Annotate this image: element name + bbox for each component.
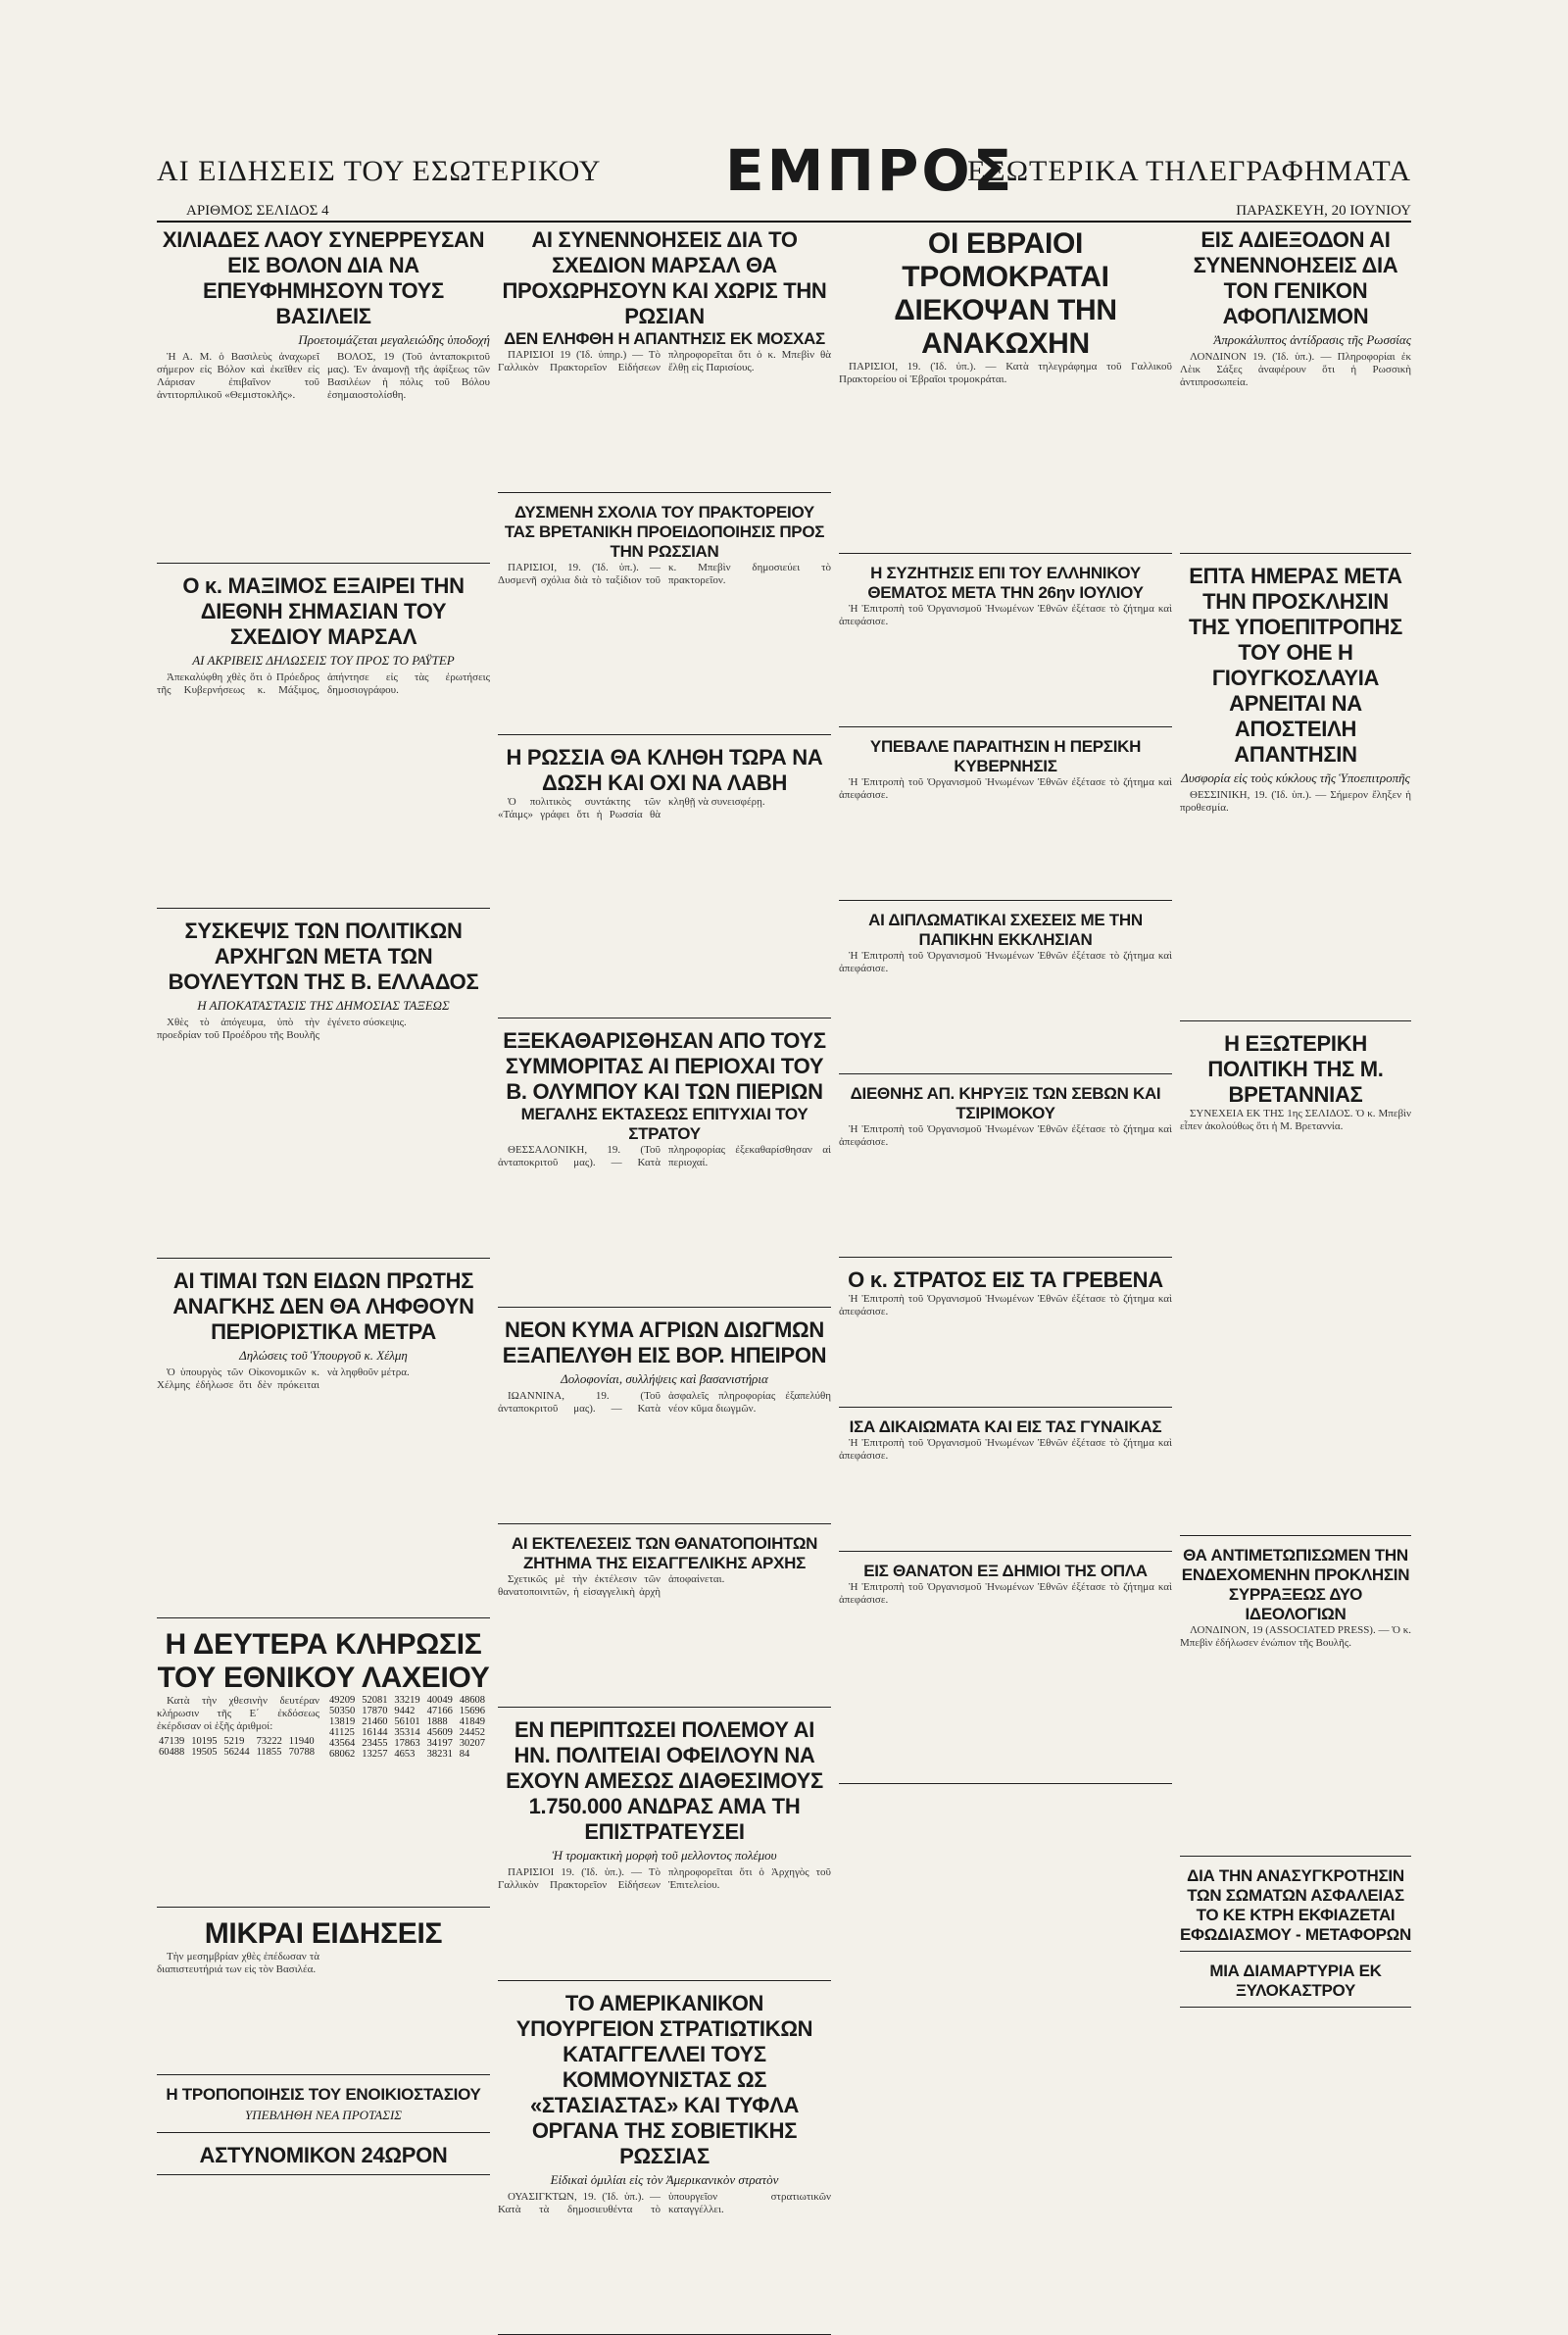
- lottery-number: 16144: [362, 1727, 388, 1738]
- section-title-left: ΑΙ ΕΙΔΗΣΕΙΣ ΤΟΥ ΕΣΩΤΕΡΙΚΟΥ: [157, 155, 602, 187]
- headline: ΘΑ ΑΝΤΙΜΕΤΩΠΙΣΩΜΕΝ ΤΗΝ ΕΝΔΕΧΟΜΕΝΗΝ ΠΡΟΚΛΗΣΙΝ ΣΥΡΡΑΞΕΩΣ ΔΥΟ ΙΔΕΟΛΟΓΙΩΝ: [1181, 1546, 1410, 1623]
- article-british-warning: [498, 499, 831, 735]
- lottery-number: 70788: [288, 1747, 315, 1758]
- lottery-number: 73222: [256, 1736, 282, 1747]
- lottery-number: 38231: [426, 1749, 453, 1760]
- body-text: Ἡ Ἐπιτροπὴ τοῦ Ὀργανισμοῦ Ἡνωμένων Ἐθνῶν ἐξέτασε τὸ ζήτημα καὶ ἀπεφάσισε.: [839, 603, 1172, 627]
- article-lottery: [157, 1624, 490, 1908]
- headline: Η ΕΞΩΤΕΡΙΚΗ ΠΟΛΙΤΙΚΗ ΤΗΣ Μ. ΒΡΕΤΑΝΝΙΑΣ: [1207, 1031, 1384, 1107]
- lottery-row: [327, 1727, 490, 1738]
- body-text: Χθὲς τὸ ἀπόγευμα, ὑπὸ τὴν προεδρίαν τοῦ Προέδρου τῆς Βουλῆς ἐγένετο σύσκεψις.: [157, 1017, 407, 1041]
- lottery-number: 9442: [394, 1706, 416, 1716]
- article-prices: [157, 1265, 490, 1618]
- body-text: Ὁ ὑπουργὸς τῶν Οἰκονομικῶν κ. Χέλμης ἐδήλωσε ὅτι δὲν πρόκειται νὰ ληφθοῦν μέτρα.: [157, 1366, 410, 1391]
- subheadline: Δηλώσεις τοῦ Ὑπουργοῦ κ. Χέλμη: [239, 1348, 408, 1363]
- article-russia: [498, 741, 831, 1018]
- body-text: Ἡ Ἐπιτροπὴ τοῦ Ὀργανισμοῦ Ἡνωμένων Ἐθνῶν ἐξέτασε τὸ ζήτημα καὶ ἀπεφάσισε.: [839, 1123, 1172, 1148]
- lottery-number: 15696: [459, 1706, 485, 1716]
- subheadline: Ἀπροκάλυπτος ἀντίδρασις τῆς Ρωσσίας: [1213, 332, 1411, 347]
- body-text: Κατὰ τὴν χθεσινὴν δευτέραν κλήρωσιν τῆς Ε΄ ἐκδόσεως ἐκέρδισαν οἱ ἑξῆς ἀριθμοί:: [157, 1695, 319, 1732]
- body-text: Ἡ Ἐπιτροπὴ τοῦ Ὀργανισμοῦ Ἡνωμένων Ἐθνῶν ἐξέτασε τὸ ζήτημα καὶ ἀπεφάσισε.: [839, 950, 1172, 974]
- article-short-news: [157, 1913, 490, 2075]
- body-text: Σχετικῶς μὲ τὴν ἐκτέλεσιν τῶν θανατοποινιτῶν, ἡ εἰσαγγελικὴ ἀρχὴ ἀποφαίνεται.: [498, 1573, 725, 1598]
- article-us-army: [498, 1987, 831, 2335]
- lottery-number: 50350: [329, 1706, 356, 1716]
- body-text: Ἀπεκαλύφθη χθὲς ὅτι ὁ Πρόεδρος τῆς Κυβερνήσεως κ. Μάξιμος, ἀπήντησε εἰς τὰς ἐρωτήσεις δημοσιογράφου.: [157, 671, 490, 696]
- headline: ΥΠΕΒΑΛΕ ΠΑΡΑΙΤΗΣΙΝ Η ΠΕΡΣΙΚΗ ΚΥΒΕΡΝΗΣΙΣ: [869, 737, 1142, 775]
- headline: ΑΙ ΔΙΠΛΩΜΑΤΙΚΑΙ ΣΧΕΣΕΙΣ ΜΕ ΤΗΝ ΠΑΠΙΚΗΝ ΕΚΚΛΗΣΙΑΝ: [868, 911, 1143, 949]
- column-4: [1180, 224, 1411, 2204]
- lottery-number: 41125: [329, 1727, 355, 1738]
- headline: ΕΝ ΠΕΡΙΠΤΩΣΕΙ ΠΟΛΕΜΟΥ ΑΙ ΗΝ. ΠΟΛΙΤΕΙΑΙ ΟΦΕΙΛΟΥΝ ΝΑ ΕΧΟΥΝ ΑΜΕΣΩΣ ΔΙΑΘΕΣΙΜΟΥΣ 1.750.000 ΑΝΔΡΑΣ ΑΜΑ ΤΗ ΕΠΙΣΤΡΑΤΕΥΣΕΙ: [506, 1717, 823, 1844]
- lottery-number: 30207: [459, 1738, 485, 1749]
- lottery-number: 60488: [159, 1747, 185, 1758]
- lottery-number: 11940: [288, 1736, 315, 1747]
- subheadline: Προετοιμάζεται μεγαλειώδης ὑποδοχή: [298, 332, 490, 347]
- lottery-row: [327, 1749, 490, 1760]
- article-britain-policy: [1180, 1027, 1411, 1536]
- article-jewish-terrorists: [839, 224, 1172, 554]
- subheadline: Η ΑΠΟΚΑΤΑΣΤΑΣΙΣ ΤΗΣ ΔΗΜΟΣΙΑΣ ΤΑΞΕΩΣ: [197, 998, 450, 1013]
- headline: ΔΙΑ ΤΗΝ ΑΝΑΣΥΓΚΡΟΤΗΣΙΝ ΤΩΝ ΣΩΜΑΤΩΝ ΑΣΦΑΛΕΙΑΣ: [1187, 1866, 1404, 1905]
- page-number: ΑΡΙΘΜΟΣ ΣΕΛΙΔΟΣ 4: [186, 203, 329, 219]
- lottery-number: 10195: [191, 1736, 218, 1747]
- lottery-number: 1888: [426, 1716, 448, 1727]
- lottery-number: 23455: [362, 1738, 388, 1749]
- headline: ΕΙΣ ΑΔΙΕΞΟΔΟΝ ΑΙ ΣΥΝΕΝΝΟΗΣΕΙΣ ΔΙΑ ΤΟΝ ΓΕΝΙΚΟΝ ΑΦΟΠΛΙΣΜΟΝ: [1193, 227, 1398, 328]
- article-yugoslavia: [1180, 560, 1411, 1021]
- column-1: [157, 224, 490, 2204]
- article-disarmament: [1180, 224, 1411, 554]
- body-text: Ἡ Ἐπιτροπὴ τοῦ Ὀργανισμοῦ Ἡνωμένων Ἐθνῶν ἐξέτασε τὸ ζήτημα καὶ ἀπεφάσισε.: [839, 1293, 1172, 1317]
- article-usa-war: [498, 1714, 831, 1981]
- lottery-number: 13257: [362, 1749, 388, 1760]
- article-volos: [157, 224, 490, 564]
- article-ideologies: [1180, 1542, 1411, 1857]
- lottery-row: [157, 1747, 319, 1758]
- lottery-number: 56244: [223, 1747, 250, 1758]
- article-security-forces: [1180, 1863, 1411, 1952]
- headline: Ο κ. ΜΑΞΙΜΟΣ ΕΞΑΙΡΕΙ ΤΗΝ ΔΙΕΘΝΗ ΣΗΜΑΣΙΑΝ ΤΟΥ ΣΧΕΔΙΟΥ ΜΑΡΣΑΛ: [182, 573, 465, 649]
- section-title-right: ΕΞΩΤΕΡΙΚΑ ΤΗΛΕΓΡΑΦΗΜΑΤΑ: [967, 155, 1411, 187]
- article-unions: [839, 1080, 1172, 1258]
- article-persia: [839, 733, 1172, 901]
- article-marshall: [498, 224, 831, 493]
- lottery-number: 24452: [459, 1727, 485, 1738]
- lottery-number: 45609: [426, 1727, 453, 1738]
- lottery-row: [327, 1738, 490, 1749]
- article-xylokastro: [1180, 1958, 1411, 2008]
- subheadline: Ἡ τρομακτικὴ μορφὴ τοῦ μελλοντος πολέμου: [552, 1848, 777, 1863]
- masthead: [157, 137, 1411, 204]
- headline: Η ΔΕΥΤΕΡΑ ΚΛΗΡΩΣΙΣ ΤΟΥ ΕΘΝΙΚΟΥ ΛΑΧΕΙΟΥ: [157, 1628, 490, 1694]
- subheadline: ΑΙ ΑΚΡΙΒΕΙΣ ΔΗΛΩΣΕΙΣ ΤΟΥ ΠΡΟΣ ΤΟ ΡΑΫΤΕΡ: [192, 653, 455, 668]
- subheadline: ΔΕΝ ΕΛΗΦΘΗ Η ΑΠΑΝΤΗΣΙΣ ΕΚ ΜΟΣΧΑΣ: [504, 329, 825, 348]
- headline: ΟΙ ΕΒΡΑΙΟΙ ΤΡΟΜΟΚΡΑΤΑΙ ΔΙΕΚΟΨΑΝ ΤΗΝ ΑΝΑΚΩΧΗΝ: [894, 227, 1117, 360]
- lottery-number: 19505: [191, 1747, 218, 1758]
- newspaper-logo: ΕΜΠΡΟΣ: [725, 137, 1015, 204]
- lottery-number: 35314: [394, 1727, 420, 1738]
- headline: ΣΥΣΚΕΨΙΣ ΤΩΝ ΠΟΛΙΤΙΚΩΝ ΑΡΧΗΓΩΝ ΜΕΤΑ ΤΩΝ ΒΟΥΛΕΥΤΩΝ ΤΗΣ Β. ΕΛΛΑΔΟΣ: [168, 919, 479, 994]
- lottery-number: 68062: [329, 1749, 356, 1760]
- headline: ΑΙ ΣΥΝΕΝΝΟΗΣΕΙΣ ΔΙΑ ΤΟ ΣΧΕΔΙΟΝ ΜΑΡΣΑΛ ΘΑ ΠΡΟΧΩΡΗΣΟΥΝ ΚΑΙ ΧΩΡΙΣ ΤΗΝ ΡΩΣΙΑΝ: [502, 227, 827, 328]
- lottery-row: [327, 1706, 490, 1716]
- lottery-number: 40049: [426, 1695, 453, 1706]
- subheadline: Δολοφονίαι, συλλήψεις καὶ βασανιστήρια: [561, 1371, 768, 1386]
- body-text: ΠΑΡΙΣΙΟΙ, 19. (Ἰδ. ὑπ.). — Δυσμενῆ σχόλια διὰ τὸ ταξίδιον τοῦ κ. Μπεβὶν δημοσιεύει τὸ πρακτορεῖον.: [498, 562, 831, 586]
- lottery-number: 17863: [394, 1738, 420, 1749]
- headline: ΧΙΛΙΑΔΕΣ ΛΑΟΥ ΣΥΝΕΡΡΕΥΣΑΝ ΕΙΣ ΒΟΛΟΝ ΔΙΑ ΝΑ ΕΠΕΥΦΗΜΗΣΟΥΝ ΤΟΥΣ ΒΑΣΙΛΕΙΣ: [162, 227, 485, 328]
- column-3: [839, 224, 1172, 2204]
- headline: ΙΣΑ ΔΙΚΑΙΩΜΑΤΑ ΚΑΙ ΕΙΣ ΤΑΣ ΓΥΝΑΙΚΑΣ: [849, 1417, 1162, 1436]
- lottery-number: 49209: [329, 1695, 356, 1706]
- article-women: [839, 1414, 1172, 1552]
- subheadline: ΥΠΕΒΛΗΘΗ ΝΕΑ ΠΡΟΤΑΣΙΣ: [244, 2108, 403, 2122]
- lottery-number: 11855: [256, 1747, 282, 1758]
- article-maximos: [157, 570, 490, 909]
- lottery-row: [327, 1716, 490, 1727]
- article-greek-question: [839, 560, 1172, 727]
- subheadline: Δυσφορία εἰς τοὺς κύκλους τῆς Ὑποεπιτροπῆς: [1181, 770, 1410, 785]
- headline: Η ΡΩΣΣΙΑ ΘΑ ΚΛΗΘΗ ΤΩΡΑ ΝΑ ΔΩΣΗ ΚΑΙ ΟΧΙ ΝΑ ΛΑΒΗ: [506, 745, 823, 795]
- lottery-number: 41849: [459, 1716, 485, 1727]
- article-executions: [498, 1530, 831, 1708]
- body-text: ΠΑΡΙΣΙΟΙ, 19. (Ἰδ. ὑπ.). — Κατὰ τηλεγράφημα τοῦ Γαλλικοῦ Πρακτορείου οἱ Ἑβραῖοι τρομοκράται.: [839, 361, 1172, 385]
- article-olympus: [498, 1024, 831, 1308]
- headline: Ο κ. ΣΤΡΑΤΟΣ ΕΙΣ ΤΑ ΓΡΕΒΕΝΑ: [848, 1267, 1163, 1292]
- headline: ΕΠΤΑ ΗΜΕΡΑΣ ΜΕΤΑ ΤΗΝ ΠΡΟΣΚΛΗΣΙΝ ΤΗΣ ΥΠΟΕΠΙΤΡΟΠΗΣ ΤΟΥ ΟΗΕ Η ΓΙΟΥΓΚΟΣΛΑΥΙΑ ΑΡΝΕΙΤΑΙ ΝΑ ΑΠΟΣΤΕΙΛΗ ΑΠΑΝΤΗΣΙΝ: [1189, 564, 1402, 767]
- body-text: ΟΥΑΣΙΓΚΤΩΝ, 19. (Ἰδ. ὑπ.). — Κατὰ τὰ δημοσιευθέντα τὸ ὑπουργεῖον στρατιωτικῶν καταγγέλλει.: [498, 2191, 831, 2215]
- body-text: ΘΕΣΣΑΛΟΝΙΚΗ, 19. (Τοῦ ἀνταποκριτοῦ μας). — Κατὰ πληροφορίας ἐξεκαθαρίσθησαν αἱ περιοχαί.: [498, 1144, 831, 1168]
- headline: ΜΙΑ ΔΙΑΜΑΡΤΥΡΙΑ ΕΚ ΞΥΛΟΚΑΣΤΡΟΥ: [1209, 1962, 1382, 2000]
- lottery-number: 4653: [394, 1749, 416, 1760]
- body-text: Ἡ Ἐπιτροπὴ τοῦ Ὀργανισμοῦ Ἡνωμένων Ἐθνῶν ἐξέτασε τὸ ζήτημα καὶ ἀπεφάσισε.: [839, 776, 1172, 801]
- body-text: Ἡ Ἐπιτροπὴ τοῦ Ὀργανισμοῦ Ἡνωμένων Ἐθνῶν ἐξέτασε τὸ ζήτημα καὶ ἀπεφάσισε.: [839, 1437, 1172, 1462]
- lottery-row: [327, 1695, 490, 1706]
- headline: Η ΤΡΟΠΟΠΟΙΗΣΙΣ ΤΟΥ ΕΝΟΙΚΙΟΣΤΑΣΙΟΥ: [166, 2085, 481, 2104]
- lottery-number: 47139: [159, 1736, 185, 1747]
- body-text: ΛΟΝΔΙΝΟΝ, 19 (ASSOCIATED PRESS). — Ὁ κ. Μπεβὶν ἐδήλωσεν ἐνώπιον τῆς Βουλῆς.: [1180, 1624, 1411, 1649]
- headline: Η ΣΥΖΗΤΗΣΙΣ ΕΠΙ ΤΟΥ ΕΛΛΗΝΙΚΟΥ ΘΕΜΑΤΟΣ ΜΕΤΑ ΤΗΝ 26ην ΙΟΥΛΙΟΥ: [867, 564, 1144, 602]
- subheadline: Εἰδικαὶ ὁμιλίαι εἰς τὸν Ἀμερικανικὸν στρατὸν: [550, 2172, 779, 2187]
- body-text: ΠΑΡΙΣΙΟΙ 19. (Ἰδ. ὑπ.). — Τὸ Γαλλικὸν Πρακτορεῖον Εἰδήσεων πληροφορεῖται ὅτι ὁ Ἀρχηγὸς τοῦ Ἐπιτελείου.: [498, 1866, 831, 1891]
- lottery-number: 21460: [362, 1716, 388, 1727]
- lottery-number: 13819: [329, 1716, 356, 1727]
- body-text: ΙΩΑΝΝΙΝΑ, 19. (Τοῦ ἀνταποκριτοῦ μας). — Κατὰ ἀσφαλεῖς πληροφορίας ἐξαπελύθη νέον κῦμα διωγμῶν.: [498, 1390, 831, 1415]
- body-text: Ἡ Α. Μ. ὁ Βασιλεὺς ἀναχωρεῖ σήμερον εἰς Βόλον καὶ ἐκεῖθεν εἰς Λάρισαν ἐπιβαῖνον τοῦ ἀντιτορπιλικοῦ «Θεμιστοκλῆς».: [157, 351, 319, 401]
- article-police: [157, 2139, 490, 2175]
- article-political-leaders: [157, 915, 490, 1259]
- article-vatican: [839, 907, 1172, 1074]
- body-text: Ὁ πολιτικὸς συντάκτης τῶν «Τάιμς» γράφει ὅτι ἡ Ρωσσία θὰ κληθῇ νὰ συνεισφέρῃ.: [498, 796, 765, 820]
- headline: ΑΙ ΤΙΜΑΙ ΤΩΝ ΕΙΔΩΝ ΠΡΩΤΗΣ ΑΝΑΓΚΗΣ ΔΕΝ ΘΑ ΛΗΦΘΟΥΝ ΠΕΡΙΟΡΙΣΤΙΚΑ ΜΕΤΡΑ: [172, 1268, 474, 1344]
- headline: ΕΙΣ ΘΑΝΑΤΟΝ ΕΞ ΔΗΜΙΟΙ ΤΗΣ ΟΠΛΑ: [863, 1562, 1148, 1580]
- article-stratos: [839, 1264, 1172, 1408]
- lottery-row: [157, 1736, 319, 1747]
- issue-date: ΠΑΡΑΣΚΕΥΗ, 20 ΙΟΥΝΙΟΥ: [1236, 203, 1411, 219]
- headline: ΑΙ ΕΚΤΕΛΕΣΕΙΣ ΤΩΝ ΘΑΝΑΤΟΠΟΙΗΤΩΝ ΖΗΤΗΜΑ ΤΗΣ ΕΙΣΑΓΓΕΛΙΚΗΣ ΑΡΧΗΣ: [511, 1534, 818, 1572]
- body-text: Ἡ Ἐπιτροπὴ τοῦ Ὀργανισμοῦ Ἡνωμένων Ἐθνῶν ἐξέτασε τὸ ζήτημα καὶ ἀπεφάσισε.: [839, 1581, 1172, 1606]
- lottery-number: 48608: [459, 1695, 485, 1706]
- headline: ΤΟ ΚΕ ΚΤΡΗ ΕΚΦΙΑΖΕΤΑΙ ΕΦΩΔΙΑΣΜΟΥ - ΜΕΤΑΦΟΡΩΝ: [1180, 1906, 1411, 1944]
- headline: ΤΟ ΑΜΕΡΙΚΑΝΙΚΟΝ ΥΠΟΥΡΓΕΙΟΝ ΣΤΡΑΤΙΩΤΙΚΩΝ ΚΑΤΑΓΓΕΛΛΕΙ ΤΟΥΣ ΚΟΜΜΟΥΝΙΣΤΑΣ ΩΣ «ΣΤΑΣΙΑΣΤΑΣ» ΚΑΙ ΤΥΦΛΑ ΟΡΓΑΝΑ ΤΗΣ ΣΟΒΙΕΤΙΚΗΣ ΡΩΣΣΙΑΣ: [515, 1991, 813, 2168]
- lottery-number: 84: [459, 1749, 470, 1760]
- headline: ΔΥΣΜΕΝΗ ΣΧΟΛΙΑ ΤΟΥ ΠΡΑΚΤΟΡΕΙΟΥ ΤΑΣ ΒΡΕΤΑΝΙΚΗ ΠΡΟΕΙΔΟΠΟΙΗΣΙΣ ΠΡΟΣ ΤΗΝ ΡΩΣΣΙΑΝ: [504, 503, 825, 561]
- headline: ΕΞΕΚΑΘΑΡΙΣΘΗΣΑΝ ΑΠΟ ΤΟΥΣ ΣΥΜΜΟΡΙΤΑΣ ΑΙ ΠΕΡΙΟΧΑΙ ΤΟΥ Β. ΟΛΥΜΠΟΥ ΚΑΙ ΤΩΝ ΠΙΕΡΙΩΝ: [503, 1028, 826, 1104]
- lottery-number: 17870: [362, 1706, 388, 1716]
- headline: ΜΙΚΡΑΙ ΕΙΔΗΣΕΙΣ: [204, 1917, 443, 1950]
- lottery-number: 43564: [329, 1738, 356, 1749]
- column-2: [498, 224, 831, 2215]
- article-rent: [157, 2081, 490, 2133]
- lottery-number: 5219: [223, 1736, 245, 1747]
- headline: ΝΕΟΝ ΚΥΜΑ ΑΓΡΙΩΝ ΔΙΩΓΜΩΝ ΕΞΑΠΕΛΥΘΗ ΕΙΣ ΒΟΡ. ΗΠΕΙΡΟΝ: [502, 1317, 827, 1367]
- body-text: Τὴν μεσημβρίαν χθὲς ἐπέδωσαν τὰ διαπιστευτήριά των εἰς τὸν Βασιλέα.: [157, 1951, 319, 1975]
- body-text: ΣΥΝΕΧΕΙΑ ΕΚ ΤΗΣ 1ης ΣΕΛΙΔΟΣ. Ὁ κ. Μπεβὶν εἶπεν ἀκολούθως ὅτι ἡ Μ. Βρεταννία.: [1180, 1108, 1411, 1132]
- lottery-number: 47166: [426, 1706, 453, 1716]
- article-epirus: [498, 1314, 831, 1524]
- subheadline: ΜΕΓΑΛΗΣ ΕΚΤΑΣΕΩΣ ΕΠΙΤΥΧΙΑΙ ΤΟΥ ΣΤΡΑΤΟΥ: [520, 1105, 808, 1143]
- body-text: ΛΟΝΔΙΝΟΝ 19. (Ἰδ. ὑπ.). — Πληροφορίαι ἐκ Λὲικ Σάξες ἀναφέρουν ὅτι ἡ Ρωσσικὴ ἀντιπροσωπεία.: [1180, 351, 1411, 388]
- headline: ΑΣΤΥΝΟΜΙΚΟΝ 24ΩΡΟΝ: [199, 2143, 448, 2167]
- article-death-sentence: [839, 1558, 1172, 1784]
- lottery-number: 33219: [394, 1695, 420, 1706]
- body-text: ΒΟΛΟΣ, 19 (Τοῦ ἀνταποκριτοῦ μας). Ἐν ἀναμονῇ τῆς ἀφίξεως τῶν Βασιλέων ἡ πόλις τοῦ Βόλου ἐσημαιοστολίσθη.: [327, 351, 490, 401]
- lottery-number: 52081: [362, 1695, 388, 1706]
- headline: ΔΙΕΘΝΗΣ ΑΠ. ΚΗΡΥΞΙΣ ΤΩΝ ΣΕΒΩΝ ΚΑΙ ΤΣΙΡΙΜΟΚΟΥ: [850, 1084, 1161, 1122]
- lottery-number: 34197: [426, 1738, 453, 1749]
- body-text: ΠΑΡΙΣΙΟΙ 19 (Ἰδ. ὑπηρ.) — Τὸ Γαλλικὸν Πρακτορεῖον Εἰδήσεων πληροφορεῖται ὅτι ὁ κ. Μπεβὶν θὰ ἔλθῃ εἰς Παρισίους.: [498, 349, 831, 373]
- subheader-bar: [157, 203, 1411, 223]
- body-text: ΘΕΣΣΙΝΙΚΗ, 19. (Ἰδ. ὑπ.). — Σήμερον ἔληξεν ἡ προθεσμία.: [1180, 789, 1411, 814]
- lottery-number: 56101: [394, 1716, 420, 1727]
